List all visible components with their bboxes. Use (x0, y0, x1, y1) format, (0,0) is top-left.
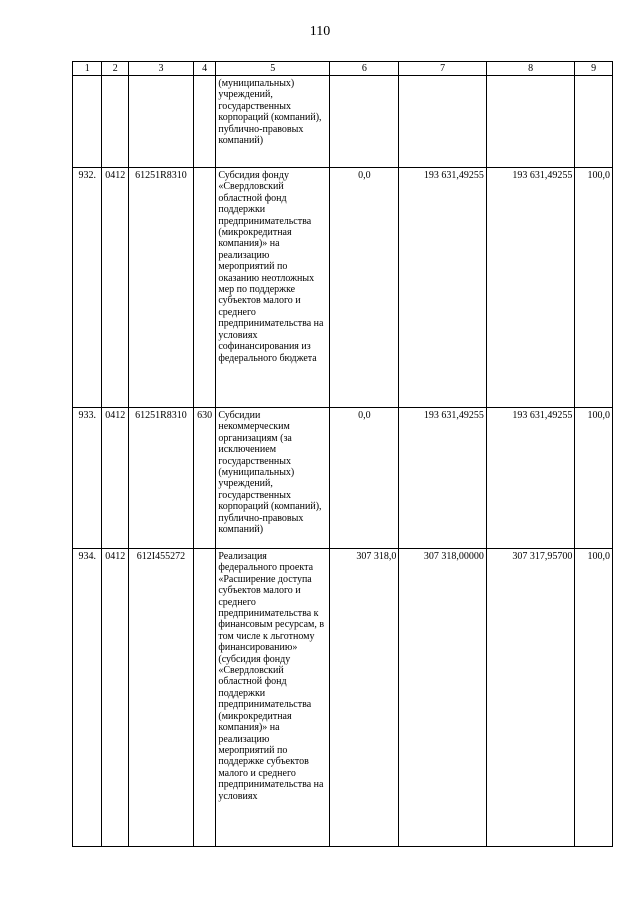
expense-type-cell (194, 168, 216, 408)
section-code-cell: 0412 (102, 549, 128, 847)
plan-amount-cell: 307 318,0 (330, 549, 399, 847)
table-row (73, 408, 613, 549)
row-number-cell (73, 76, 102, 168)
approved-amount-cell (399, 76, 486, 168)
approved-amount-cell: 193 631,49255 (399, 408, 486, 549)
target-code-cell (128, 76, 193, 168)
percent-cell: 100,0 (575, 408, 613, 549)
approved-amount-cell: 307 318,00000 (399, 549, 486, 847)
item-name-cell: Субсидии некоммерческим организациям (за исключением государственных (муниципальных) учреждений, государственных корпораций (компаний), публично-правовых компаний) (216, 408, 330, 549)
percent-cell: 100,0 (575, 168, 613, 408)
expense-type-cell: 630 (194, 408, 216, 549)
plan-amount-cell (330, 76, 399, 168)
target-code-cell: 61251R8310 (128, 408, 193, 549)
row-number-cell: 934. (73, 549, 102, 847)
executed-amount-cell: 193 631,49255 (486, 168, 574, 408)
column-header: 1 (73, 62, 102, 76)
expense-type-cell (194, 76, 216, 168)
table-row (73, 168, 613, 408)
executed-amount-cell: 307 317,95700 (486, 549, 574, 847)
executed-amount-cell (486, 76, 574, 168)
table-row (73, 76, 613, 168)
column-header: 6 (330, 62, 399, 76)
section-code-cell: 0412 (102, 408, 128, 549)
row-number-cell: 933. (73, 408, 102, 549)
target-code-cell: 61251R8310 (128, 168, 193, 408)
expense-type-cell (194, 549, 216, 847)
item-name-cell: (муниципальных) учреждений, государственных корпораций (компаний), публично-правовых компаний) (216, 76, 330, 168)
plan-amount-cell: 0,0 (330, 168, 399, 408)
budget-table (72, 61, 613, 847)
section-code-cell (102, 76, 128, 168)
plan-amount-cell: 0,0 (330, 408, 399, 549)
column-header: 9 (575, 62, 613, 76)
page-number: 110 (309, 24, 331, 39)
column-header: 7 (399, 62, 486, 76)
column-header: 8 (486, 62, 574, 76)
percent-cell: 100,0 (575, 549, 613, 847)
column-header: 3 (128, 62, 193, 76)
column-header: 5 (216, 62, 330, 76)
approved-amount-cell: 193 631,49255 (399, 168, 486, 408)
executed-amount-cell: 193 631,49255 (486, 408, 574, 549)
target-code-cell: 612I455272 (128, 549, 193, 847)
column-header: 4 (194, 62, 216, 76)
table-header-row (73, 62, 613, 76)
column-header: 2 (102, 62, 128, 76)
percent-cell (575, 76, 613, 168)
section-code-cell: 0412 (102, 168, 128, 408)
item-name-cell: Реализация федерального проекта «Расширение доступа субъектов малого и среднего предпринимательства к финансовым ресурсам, в том числе к льготному финансированию» (субсидия фонду «Свердловский областной фонд поддержки предпринимательства (микрокредитная компания)» на реализацию мероприятий по поддержке субъектов малого и среднего предпринимательства на условиях (216, 549, 330, 847)
table-row (73, 549, 613, 847)
row-number-cell: 932. (73, 168, 102, 408)
item-name-cell: Субсидия фонду «Свердловский областной фонд поддержки предпринимательства (микрокредитная компания)» на реализацию мероприятий по оказанию неотложных мер по поддержке субъектов малого и среднего предпринимательства на условиях софинансирования из федерального бюджета (216, 168, 330, 408)
